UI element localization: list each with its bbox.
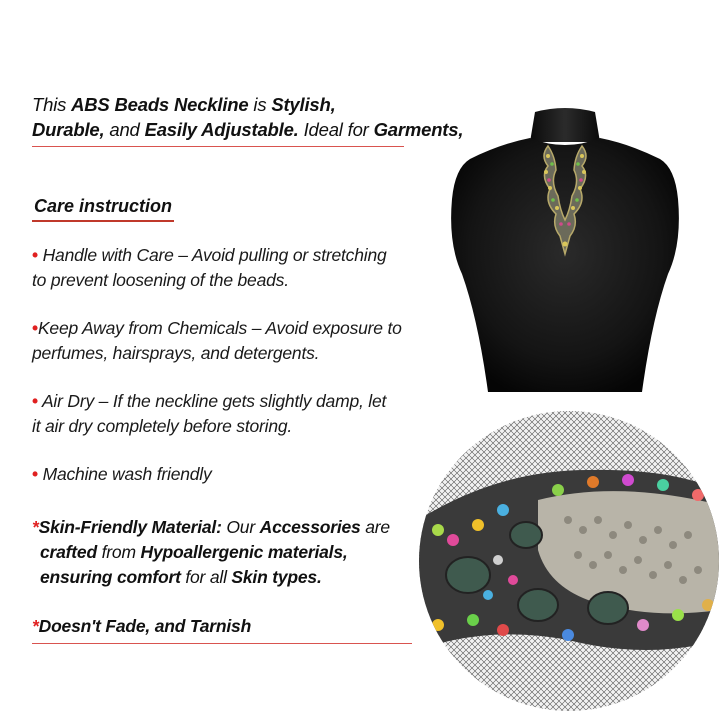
bullet-text: Machine wash friendly [37,464,212,484]
care-bullet [32,316,432,366]
intro-highlight: Stylish, [271,94,336,115]
feature-text: Our [221,517,260,537]
bullet-dot: • [32,318,38,338]
bullet-text: Air Dry – If the neckline gets slightly damp, let [37,391,387,411]
intro-highlight: Garments, [373,119,464,140]
feature-text: from [96,542,141,562]
intro-line-1 [32,92,502,117]
care-bullet [32,389,432,439]
feature-label: Doesn't Fade, and Tarnish [38,616,252,636]
intro-text-part: is [248,94,272,115]
feature-text: are [360,517,390,537]
intro-highlight: Durable, [32,119,105,140]
bullet-dot: • [32,391,38,411]
feature-highlight: Accessories [259,517,361,537]
bullet-text: perfumes, hairsprays, and detergents. [32,343,320,363]
feature-label: Skin-Friendly Material: [38,517,222,537]
intro-line-2 [32,117,502,142]
feature-highlight: Hypoallergenic materials, [140,542,348,562]
divider [32,146,404,147]
care-bullet [32,243,432,293]
intro-text-part: and [104,119,145,140]
beadwork-closeup-icon [418,410,720,712]
feature-star: * [32,517,39,537]
no-fade-feature [32,614,432,639]
feature-highlight: Skin types. [231,567,322,587]
care-title: Care instruction [34,196,173,216]
product-name: ABS Beads Neckline [71,94,249,115]
feature-star: * [32,616,39,636]
bullet-dot: • [32,245,38,265]
feature-highlight: crafted [40,542,97,562]
feature-highlight: ensuring comfort [40,567,181,587]
bullet-text: it air dry completely before storing. [32,416,293,436]
divider [32,643,412,644]
bullet-text: Keep Away from Chemicals – Avoid exposure to [37,318,402,338]
intro-text-part: Ideal for [298,119,374,140]
care-bullet [32,462,432,487]
feature-text: for all [180,567,232,587]
mannequin-with-beaded-neckline-icon [440,104,690,394]
skin-friendly-feature [32,515,432,590]
bullet-text: to prevent loosening of the beads. [32,270,289,290]
intro-text [32,92,502,142]
care-title-underline [32,220,174,222]
intro-text-part: This [32,94,72,115]
bullet-text: Handle with Care – Avoid pulling or stretching [37,245,387,265]
bullet-dot: • [32,464,38,484]
intro-highlight: Easily Adjustable. [144,119,299,140]
